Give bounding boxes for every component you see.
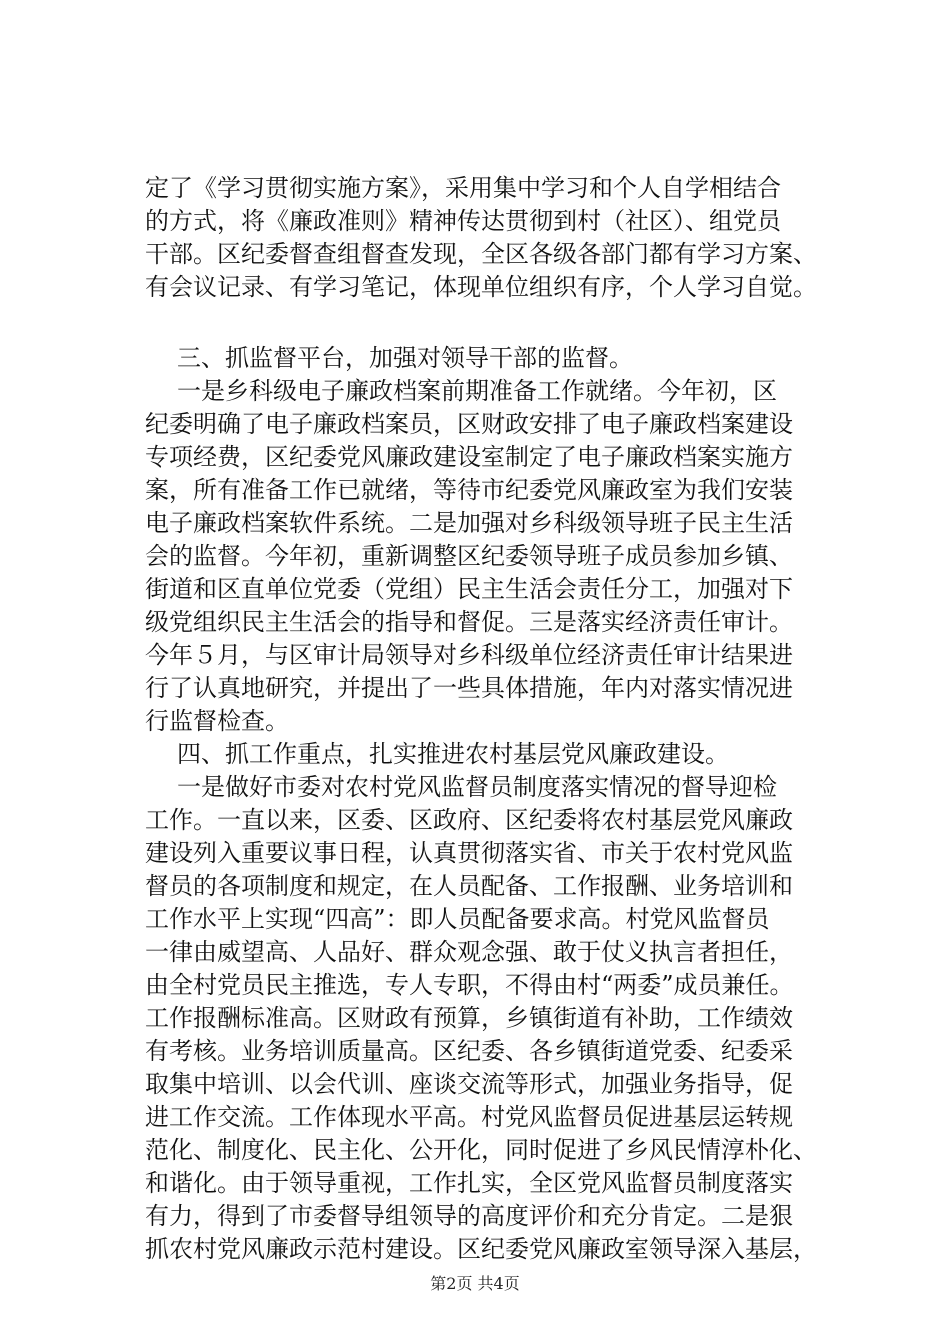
paragraph-gap (145, 304, 835, 342)
body-line: 纪委明确了电子廉政档案员，区财政安排了电子廉政档案建设 (145, 410, 793, 438)
body-line: 电子廉政档案软件系统。二是加强对乡科级领导班子民主生活 (145, 509, 793, 537)
body-line: 街道和区直单位党委（党组）民主生活会责任分工，加强对下 (145, 575, 793, 603)
body-line: 和谐化。由于领导重视，工作扎实，全区党风监督员制度落实 (145, 1169, 793, 1197)
body-line: 的方式，将《廉政准则》精神传达贯彻到村（社区）、组党员 (145, 207, 781, 235)
body-line: 有考核。业务培训质量高。区纪委、各乡镇街道党委、纪委采 (145, 1037, 793, 1065)
body-line: 有会议记录、有学习笔记，体现单位组织有序，个人学习自觉。 (145, 273, 817, 301)
document-body (145, 172, 835, 1266)
body-line: 督员的各项制度和规定，在人员配备、工作报酬、业务培训和 (145, 872, 793, 900)
body-line: 取集中培训、以会代训、座谈交流等形式，加强业务指导，促 (145, 1070, 793, 1098)
body-line: 一是做好市委对农村党风监督员制度落实情况的督导迎检 (177, 773, 777, 801)
section-heading-four: 四、抓工作重点，扎实推进农村基层党风廉政建设。 (177, 740, 729, 768)
page-footer (0, 1274, 950, 1294)
body-line: 范化、制度化、民主化、公开化，同时促进了乡风民情淳朴化、 (145, 1136, 817, 1164)
body-line: 一是乡科级电子廉政档案前期准备工作就绪。今年初，区 (177, 377, 777, 405)
body-line: 由全村党员民主推选，专人专职，不得由村“两委”成员兼任。 (145, 971, 794, 999)
body-line: 级党组织民主生活会的指导和督促。三是落实经济责任审计。 (145, 608, 793, 636)
body-line: 今年５月，与区审计局领导对乡科级单位经济责任审计结果进 (145, 641, 793, 669)
body-line: 工作水平上实现“四高”：即人员配备要求高。村党风监督员 (145, 905, 770, 933)
body-line: 定了《学习贯彻实施方案》，采用集中学习和个人自学相结合 (145, 174, 781, 202)
section-heading-three: 三、抓监督平台，加强对领导干部的监督。 (177, 344, 633, 372)
body-line: 干部。区纪委督查组督查发现，全区各级各部门都有学习方案、 (145, 240, 817, 268)
body-line: 专项经费，区纪委党风廉政建设室制定了电子廉政档案实施方 (145, 443, 793, 471)
body-line: 进工作交流。工作体现水平高。村党风监督员促进基层运转规 (145, 1103, 793, 1131)
body-line: 抓农村党风廉政示范村建设。区纪委党风廉政室领导深入基层， (145, 1235, 817, 1263)
body-line: 行监督检查。 (145, 707, 289, 735)
body-line: 建设列入重要议事日程，认真贯彻落实省、市关于农村党风监 (145, 839, 793, 867)
body-line: 工作报酬标准高。区财政有预算，乡镇街道有补助，工作绩效 (145, 1004, 793, 1032)
page-number: 第2页 共4页 (430, 1274, 520, 1293)
body-line: 工作。一直以来，区委、区政府、区纪委将农村基层党风廉政 (145, 806, 793, 834)
body-line: 案，所有准备工作已就绪，等待市纪委党风廉政室为我们安装 (145, 476, 793, 504)
body-line: 有力，得到了市委督导组领导的高度评价和充分肯定。二是狠 (145, 1202, 793, 1230)
body-line: 会的监督。今年初，重新调整区纪委领导班子成员参加乡镇、 (145, 542, 793, 570)
body-line: 一律由威望高、人品好、群众观念强、敢于仗义执言者担任， (145, 938, 793, 966)
body-line: 行了认真地研究，并提出了一些具体措施，年内对落实情况进 (145, 674, 793, 702)
